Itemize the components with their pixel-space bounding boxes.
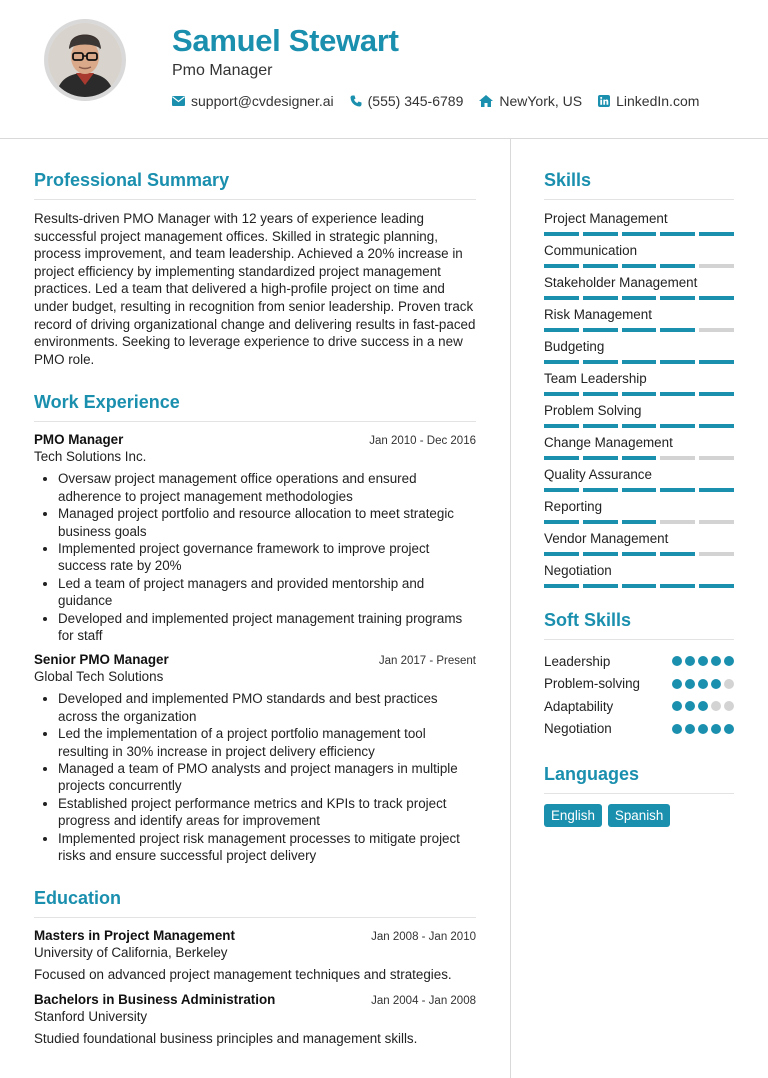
summary-title: Professional Summary	[34, 170, 476, 200]
skill-level-segment	[660, 360, 695, 364]
resume-header	[0, 0, 768, 139]
home-icon	[479, 95, 493, 107]
skill-level-bar	[544, 456, 734, 460]
rating-dot	[698, 701, 708, 711]
skill-level-segment	[660, 264, 695, 268]
soft-skill-name: Negotiation	[544, 721, 612, 737]
skill-level-segment	[699, 296, 734, 300]
skill-level-segment	[544, 424, 579, 428]
rating-dot	[724, 679, 734, 689]
skill-level-segment	[583, 328, 618, 332]
job-company: Global Tech Solutions	[34, 669, 164, 685]
job-bullet: • Managed project portfolio and resource allocation to meet strategic business goals	[58, 505, 476, 540]
skill-level-segment	[622, 520, 657, 524]
job-bullet: • Oversaw project management office operations and ensured adherence to project management methodologies	[58, 470, 476, 505]
sidebar-column	[544, 170, 734, 827]
skill-item	[544, 562, 734, 588]
skill-level-bar	[544, 520, 734, 524]
skill-level-segment	[583, 552, 618, 556]
rating-dot	[724, 701, 734, 711]
skill-name: Communication	[544, 243, 638, 258]
rating-dot	[672, 656, 682, 666]
skill-level-bar	[544, 392, 734, 396]
rating-dot	[672, 701, 682, 711]
soft-skill-name: Leadership	[544, 653, 611, 669]
job-dates: Jan 2017 - Present	[378, 655, 476, 668]
skill-item	[544, 402, 734, 428]
rating-dot	[672, 679, 682, 689]
skill-level-segment	[544, 232, 579, 236]
rating-dot	[711, 679, 721, 689]
education-dates: Jan 2004 - Jan 2008	[371, 995, 476, 1008]
job-bullet: • Developed and implemented PMO standards and best practices across the organization	[58, 690, 476, 725]
skill-level-segment	[583, 424, 618, 428]
skill-level-segment	[583, 360, 618, 364]
soft-skill-name: Adaptability	[544, 698, 614, 714]
skill-level-segment	[699, 552, 734, 556]
skill-item	[544, 434, 734, 460]
skill-level-segment	[699, 424, 734, 428]
soft-skill-rating	[672, 679, 734, 689]
skill-level-segment	[583, 296, 618, 300]
contact-linkedin-text: LinkedIn.com	[616, 93, 700, 109]
experience-title: Work Experience	[34, 392, 476, 422]
skill-level-segment	[622, 392, 657, 396]
skill-item	[544, 242, 734, 268]
language-badge: Spanish	[608, 804, 670, 827]
contact-list	[172, 93, 699, 109]
skill-name: Reporting	[544, 499, 603, 514]
skill-level-bar	[544, 232, 734, 236]
job-bullet: • Implemented project risk management processes to mitigate project risks and ensure successful project delivery	[58, 830, 476, 865]
soft-skill-rating	[672, 656, 734, 666]
education-description: Focused on advanced project management techniques and strategies.	[34, 967, 452, 983]
candidate-role: Pmo Manager	[172, 62, 273, 79]
skill-item	[544, 210, 734, 236]
skill-name: Negotiation	[544, 563, 612, 578]
avatar-icon	[48, 23, 122, 97]
contact-linkedin[interactable]	[598, 93, 699, 109]
skill-name: Change Management	[544, 435, 673, 450]
rating-dot	[672, 724, 682, 734]
rating-dot	[685, 679, 695, 689]
skills-title: Skills	[544, 170, 734, 200]
languages-list	[544, 804, 734, 827]
contact-phone[interactable]	[350, 93, 464, 109]
education-entry	[34, 928, 476, 982]
skill-level-segment	[699, 264, 734, 268]
job-bullet: • Developed and implemented project management training programs for staff	[58, 610, 476, 645]
skill-level-segment	[583, 456, 618, 460]
skill-name: Quality Assurance	[544, 467, 652, 482]
skill-item	[544, 530, 734, 556]
skill-item	[544, 498, 734, 524]
contact-email[interactable]	[172, 93, 334, 109]
skill-level-segment	[660, 488, 695, 492]
skill-item	[544, 338, 734, 364]
soft-skill-item	[544, 718, 734, 741]
column-divider	[510, 138, 511, 1078]
skill-level-segment	[699, 456, 734, 460]
skill-level-segment	[544, 552, 579, 556]
skill-level-bar	[544, 360, 734, 364]
languages-title: Languages	[544, 764, 734, 794]
rating-dot	[711, 701, 721, 711]
skill-level-bar	[544, 584, 734, 588]
skill-level-segment	[660, 552, 695, 556]
education-description: Studied foundational business principles and management skills.	[34, 1031, 418, 1047]
skill-level-bar	[544, 552, 734, 556]
skill-level-segment	[544, 520, 579, 524]
rating-dot	[685, 656, 695, 666]
skill-level-segment	[699, 328, 734, 332]
job-entry	[34, 432, 476, 644]
skill-level-segment	[544, 488, 579, 492]
profile-photo	[44, 19, 126, 101]
skill-level-segment	[699, 520, 734, 524]
education-dates: Jan 2008 - Jan 2010	[371, 931, 476, 944]
skill-name: Project Management	[544, 211, 668, 226]
skills-list	[544, 210, 734, 588]
soft-skill-item	[544, 695, 734, 718]
skill-level-segment	[660, 232, 695, 236]
skill-level-bar	[544, 328, 734, 332]
skill-level-segment	[699, 232, 734, 236]
job-entry	[34, 652, 476, 864]
skill-level-segment	[699, 584, 734, 588]
linkedin-icon	[598, 95, 610, 107]
skill-level-segment	[583, 520, 618, 524]
skill-level-segment	[583, 488, 618, 492]
education-school: Stanford University	[34, 1009, 148, 1025]
job-bullets	[34, 470, 476, 644]
summary-text: Results-driven PMO Manager with 12 years of experience leading successful project management offices. Skilled in strategic planning, process improvement, and team leadership. Achieved a 20% increase in project efficiency by implementing standardized project management practices. Led a team that delivered a high-profile project on time and under budget, resulting in recognition from senior leadership. Proven track record of driving organizational change and delivering results in fast-paced environments. Seeking to leverage experience to drive success in a new PMO role.	[34, 211, 476, 367]
envelope-icon	[172, 96, 185, 106]
contact-phone-text: (555) 345-6789	[367, 93, 464, 109]
contact-location	[479, 93, 582, 109]
skill-item	[544, 466, 734, 492]
skill-level-segment	[622, 232, 657, 236]
skill-level-segment	[622, 584, 657, 588]
phone-icon	[350, 95, 362, 107]
skill-level-segment	[622, 488, 657, 492]
job-bullet: • Led a team of project managers and provided mentorship and guidance	[58, 575, 476, 610]
education-entry	[34, 992, 476, 1046]
rating-dot	[698, 656, 708, 666]
skill-level-segment	[660, 584, 695, 588]
skill-level-bar	[544, 296, 734, 300]
rating-dot	[698, 724, 708, 734]
rating-dot	[711, 724, 721, 734]
soft-skill-rating	[672, 701, 734, 711]
job-bullet: • Established project performance metrics and KPIs to track project progress and identify areas for improvement	[58, 795, 476, 830]
skill-level-segment	[660, 392, 695, 396]
skill-name: Budgeting	[544, 339, 605, 354]
education-school: University of California, Berkeley	[34, 945, 228, 961]
rating-dot	[698, 679, 708, 689]
skill-level-segment	[622, 328, 657, 332]
job-bullets	[34, 690, 476, 864]
skill-level-segment	[583, 392, 618, 396]
job-bullet: • Implemented project governance framework to improve project success rate by 20%	[58, 540, 476, 575]
skill-name: Vendor Management	[544, 531, 669, 546]
main-column	[34, 170, 476, 1056]
skill-level-segment	[544, 360, 579, 364]
job-title: Senior PMO Manager	[34, 652, 169, 668]
skill-name: Team Leadership	[544, 371, 647, 386]
contact-location-text: NewYork, US	[499, 93, 583, 109]
skill-item	[544, 274, 734, 300]
soft-skill-rating	[672, 724, 734, 734]
rating-dot	[711, 656, 721, 666]
skill-level-segment	[622, 296, 657, 300]
skill-level-segment	[583, 264, 618, 268]
skill-name: Problem Solving	[544, 403, 642, 418]
rating-dot	[724, 656, 734, 666]
skill-level-segment	[583, 232, 618, 236]
skill-level-segment	[699, 392, 734, 396]
skill-level-segment	[544, 296, 579, 300]
soft-skills-list	[544, 650, 734, 740]
soft-skill-item	[544, 650, 734, 673]
rating-dot	[685, 701, 695, 711]
job-bullet: • Led the implementation of a project portfolio management tool resulting in 30% increase in project delivery efficiency	[58, 725, 476, 760]
skill-level-segment	[622, 264, 657, 268]
skill-level-segment	[660, 328, 695, 332]
skill-level-segment	[660, 520, 695, 524]
job-dates: Jan 2010 - Dec 2016	[369, 435, 476, 448]
skill-level-segment	[544, 328, 579, 332]
skill-item	[544, 370, 734, 396]
skill-level-segment	[544, 584, 579, 588]
soft-skill-item	[544, 673, 734, 696]
rating-dot	[685, 724, 695, 734]
skill-level-bar	[544, 488, 734, 492]
skill-level-segment	[622, 456, 657, 460]
skill-name: Stakeholder Management	[544, 275, 698, 290]
skill-level-segment	[622, 552, 657, 556]
skill-level-bar	[544, 424, 734, 428]
skill-level-segment	[660, 424, 695, 428]
skill-level-segment	[699, 488, 734, 492]
contact-email-text: support@cvdesigner.ai	[191, 93, 334, 109]
job-bullet: • Managed a team of PMO analysts and project managers in multiple projects concurrently	[58, 760, 476, 795]
job-company: Tech Solutions Inc.	[34, 449, 147, 465]
skill-item	[544, 306, 734, 332]
skill-level-bar	[544, 264, 734, 268]
skill-level-segment	[583, 584, 618, 588]
skill-level-segment	[544, 392, 579, 396]
language-badge: English	[544, 804, 602, 827]
skill-level-segment	[660, 296, 695, 300]
soft-skill-name: Problem-solving	[544, 676, 641, 692]
skill-name: Risk Management	[544, 307, 652, 322]
education-degree: Masters in Project Management	[34, 928, 235, 944]
skill-level-segment	[544, 456, 579, 460]
rating-dot	[724, 724, 734, 734]
soft-skills-title: Soft Skills	[544, 610, 734, 640]
candidate-name: Samuel Stewart	[172, 23, 399, 58]
skill-level-segment	[544, 264, 579, 268]
skill-level-segment	[622, 360, 657, 364]
skill-level-segment	[699, 360, 734, 364]
skill-level-segment	[622, 424, 657, 428]
education-title: Education	[34, 888, 476, 918]
job-title: PMO Manager	[34, 432, 124, 448]
skill-level-segment	[660, 456, 695, 460]
education-degree: Bachelors in Business Administration	[34, 992, 276, 1008]
